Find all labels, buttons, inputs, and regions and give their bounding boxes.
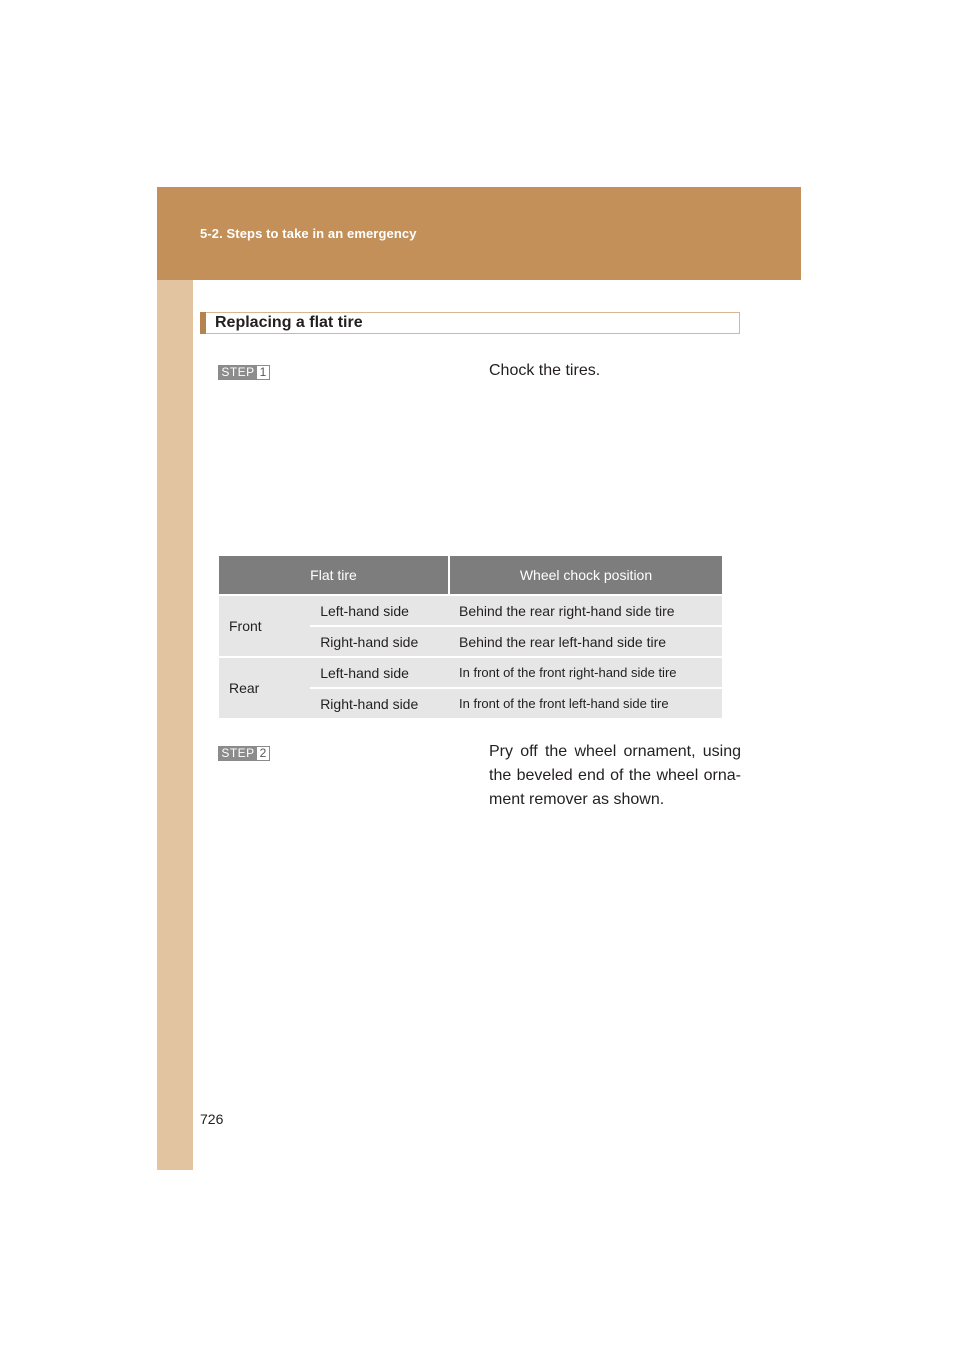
position-cell: In front of the front left-hand side tire (449, 688, 722, 718)
col-header-flat-tire: Flat tire (219, 556, 449, 595)
wheel-chock-table (219, 556, 722, 718)
heading-title: Replacing a flat tire (215, 314, 363, 331)
step-1-badge (218, 365, 270, 380)
margin-band (157, 187, 193, 1170)
group-rear: Rear (219, 657, 310, 718)
side-cell: Right-hand side (310, 626, 449, 657)
side-cell: Left-hand side (310, 657, 449, 688)
heading-accent-bar (200, 312, 206, 334)
step-number: 1 (257, 366, 269, 379)
group-front: Front (219, 595, 310, 657)
step-label: STEP (219, 747, 257, 760)
step-2-text: Pry off the wheel ornament, using the beveled end of the wheel orna-ment remover as shown. (489, 743, 741, 808)
step-label: STEP (219, 366, 257, 379)
side-cell: Right-hand side (310, 688, 449, 718)
section-header: 5-2. Steps to take in an emergency (200, 226, 417, 241)
step-number: 2 (257, 747, 269, 760)
page-number: 726 (200, 1111, 224, 1127)
step-1-text: Chock the tires. (489, 362, 601, 379)
table-row (219, 657, 722, 688)
side-cell: Left-hand side (310, 595, 449, 626)
step-2-badge (218, 746, 270, 761)
position-cell: Behind the rear right-hand side tire (449, 595, 722, 626)
col-header-chock-position: Wheel chock position (449, 556, 722, 595)
position-cell: In front of the front right-hand side tire (449, 657, 722, 688)
table-header-row (219, 556, 722, 595)
table-row (219, 595, 722, 626)
section-heading (200, 312, 740, 334)
position-cell: Behind the rear left-hand side tire (449, 626, 722, 657)
